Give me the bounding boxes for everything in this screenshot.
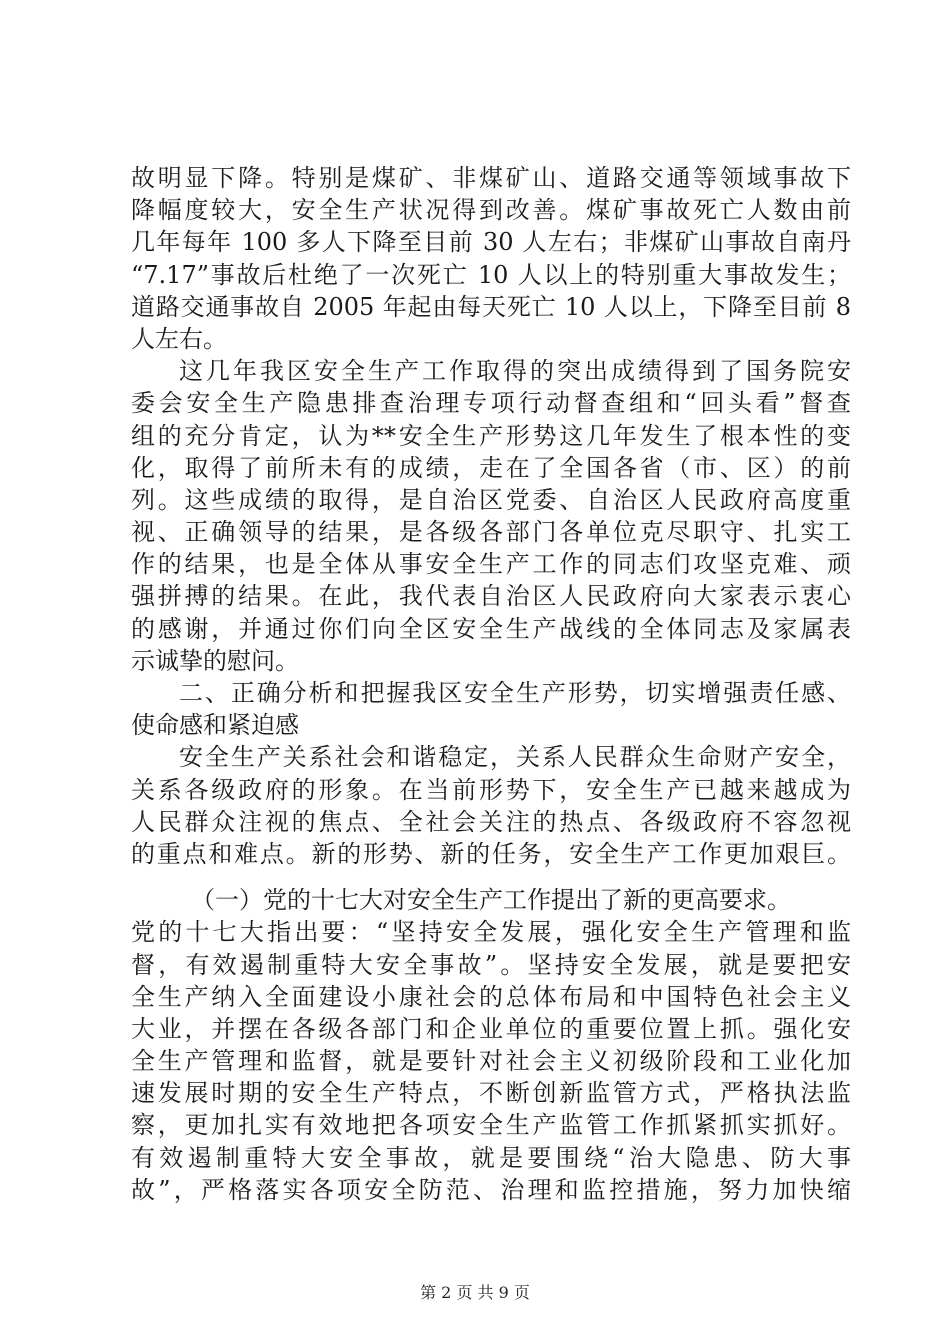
text-line: （一）党的十七大对安全生产工作提出了新的更高要求。 [191,886,791,915]
text-line: 有效遏制重特大安全事故，就是要围绕“治大隐患、防大事 [131,1143,851,1172]
page-number-label: 第 2 页 共 9 页 [420,1283,530,1302]
text-line: 大业，并摆在各级各部门和企业单位的重要位置上抓。强化安 [131,1014,851,1043]
text-line: 化，取得了前所未有的成绩，走在了全国各省（市、区）的前 [131,453,851,482]
paragraph-safety-importance [131,741,851,870]
text-line: 安全生产关系社会和谐稳定，关系人民群众生命财产安全， [179,743,851,772]
text-line: 全生产纳入全面建设小康社会的总体布局和中国特色社会主义 [131,982,851,1011]
text-line: 示诚挚的慰问。 [131,646,299,675]
text-line: 强拼搏的结果。在此，我代表自治区人民政府向大家表示衷心 [131,582,851,611]
text-line: 人左右。 [131,324,227,353]
text-line: 察，更加扎实有效地把各项安全生产监管工作抓紧抓实抓好。 [131,1111,851,1140]
text-line: 道路交通事故自 2005 年起由每天死亡 10 人以上，下降至目前 8 [131,292,851,321]
text-line: 全生产管理和监督，就是要针对社会主义初级阶段和工业化加 [131,1047,851,1076]
text-line: 列。这些成绩的取得，是自治区党委、自治区人民政府高度重 [131,485,851,514]
text-line: 人民群众注视的焦点、全社会关注的热点、各级政府不容忽视 [131,807,851,836]
section-heading-two [131,677,851,741]
text-line: 党的十七大指出要：“坚持安全发展，强化安全生产管理和监 [131,918,851,947]
text-line: 视、正确领导的结果，是各级各部门各单位克尽职守、扎实工 [131,518,851,547]
text-line: 故明显下降。特别是煤矿、非煤矿山、道路交通等领域事故下 [131,164,851,192]
paragraph-seventeenth-congress [131,884,851,1206]
text-line: 的重点和难点。新的形势、新的任务，安全生产工作更加艰巨。 [131,839,851,868]
text-line: 降幅度较大，安全生产状况得到改善。煤矿事故死亡人数由前 [131,196,851,225]
paragraph-accident-decline [131,162,851,355]
text-line: 督，有效遏制重特大安全事故”。坚持安全发展，就是要把安 [131,950,851,979]
text-line: 故”，严格落实各项安全防范、治理和监控措施，努力加快缩 [131,1175,851,1204]
text-line: 几年每年 100 多人下降至目前 30 人左右；非煤矿山事故自南丹 [131,228,851,257]
text-line: 组的充分肯定，认为**安全生产形势这几年发生了根本性的变 [131,421,851,450]
document-body [131,162,851,1206]
text-line: 速发展时期的安全生产特点，不断创新监管方式，严格执法监 [131,1079,851,1108]
text-line: 委会安全生产隐患排查治理专项行动督查组和“回头看”督查 [131,389,851,418]
page-footer [0,1280,950,1303]
text-line: 关系各级政府的形象。在当前形势下，安全生产已越来越成为 [131,775,851,804]
text-line: 二、正确分析和把握我区安全生产形势，切实增强责任感、 [179,679,851,707]
text-line: 使命感和紧迫感 [131,711,299,740]
paragraph-gap [131,870,851,884]
text-line: “7.17”事故后杜绝了一次死亡 10 人以上的特别重大事故发生； [131,260,851,289]
text-line: 作的结果，也是全体从事安全生产工作的同志们攻坚克难、顽 [131,550,851,579]
text-line: 的感谢，并通过你们向全区安全生产战线的全体同志及家属表 [131,614,851,643]
paragraph-achievements [131,355,851,677]
text-line: 这几年我区安全生产工作取得的突出成绩得到了国务院安 [179,357,851,386]
